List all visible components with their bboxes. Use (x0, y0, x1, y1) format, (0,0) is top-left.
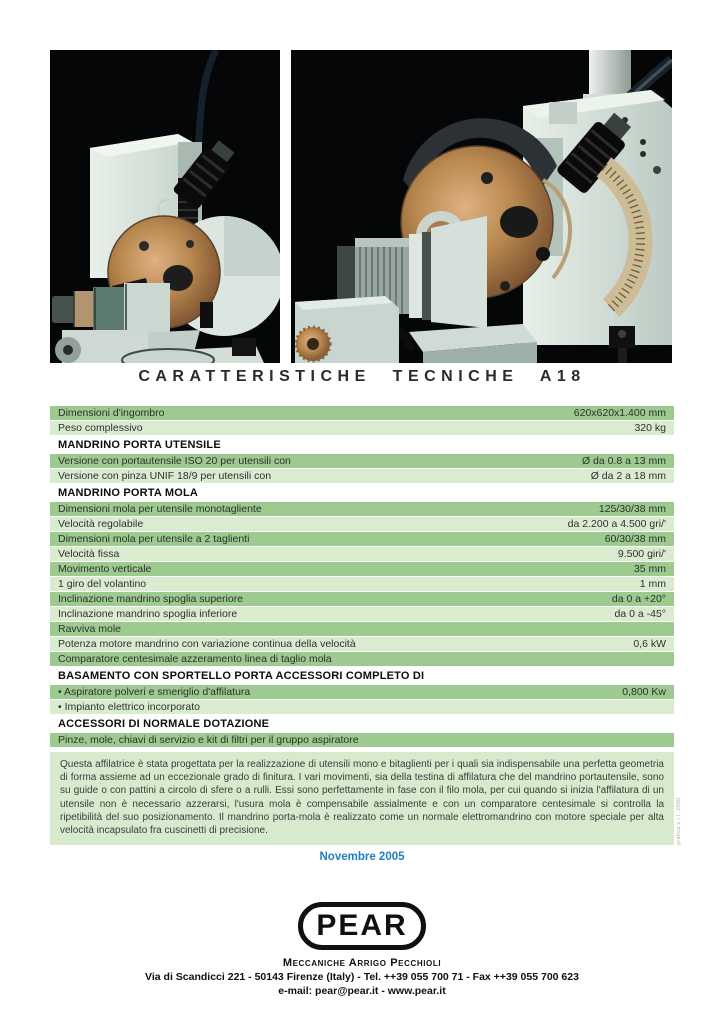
spec-row (50, 547, 674, 561)
print-credit: grafica s.r.l. 2000 (676, 797, 682, 845)
spec-value: 60/30/38 mm (604, 533, 666, 545)
spec-label: Velocità regolabile (58, 518, 144, 530)
spec-row (50, 469, 674, 483)
spec-row (50, 685, 674, 699)
spec-section-header: MANDRINO PORTA MOLA (58, 487, 199, 499)
spec-value: 1 mm (639, 578, 666, 590)
spec-label: Pinze, mole, chiavi di servizio e kit di filtri per il gruppo aspiratore (58, 734, 359, 746)
pear-logo-text: PEAR (316, 909, 408, 942)
grinding-machine-left-illustration (50, 50, 280, 363)
spec-row (50, 733, 674, 747)
spec-label: Potenza motore mandrino con variazione continua della velocità (58, 638, 356, 650)
spec-value: da 2.200 a 4.500 gri/' (567, 518, 666, 530)
spec-row (50, 562, 674, 576)
spec-row (50, 577, 674, 591)
photo-block (50, 50, 672, 363)
spec-label: Ravviva mole (58, 623, 122, 635)
spec-section-header: ACCESSORI DI NORMALE DOTAZIONE (58, 718, 270, 730)
spec-row (50, 607, 674, 621)
footer (0, 902, 724, 997)
spec-value: da 0 a +20° (611, 593, 666, 605)
spec-label: Comparatore centesimale azzeramento linea di taglio mola (58, 653, 332, 665)
spec-section-header: BASAMENTO CON SPORTELLO PORTA ACCESSORI COMPLETO DI (58, 670, 425, 682)
spec-value: 35 mm (633, 563, 666, 575)
spec-value: da 0 a -45° (614, 608, 666, 620)
spec-row (50, 622, 674, 636)
grinding-machine-right-illustration (291, 50, 672, 363)
spec-label: Movimento verticale (58, 563, 152, 575)
company-contact: e-mail: pear@pear.it - www.pear.it (278, 985, 446, 997)
machine-photo-right (291, 50, 672, 363)
spec-label: • Aspiratore polveri e smeriglio d'affilatura (58, 686, 251, 698)
spec-label: Peso complessivo (58, 422, 143, 434)
spec-label: Inclinazione mandrino spoglia superiore (58, 593, 244, 605)
spec-value: 0,800 Kw (622, 686, 666, 698)
spec-value: 620x620x1.400 mm (573, 407, 666, 419)
spec-value: Ø da 0.8 a 13 mm (581, 455, 666, 467)
spec-label: Velocità fissa (58, 548, 120, 560)
machine-photo-left (50, 50, 280, 363)
spec-label: Versione con portautensile ISO 20 per utensili con (58, 455, 291, 467)
issue-date: Novembre 2005 (319, 851, 405, 863)
page-title: CARATTERISTICHE TECNICHE A18 (138, 368, 586, 385)
spec-label: Versione con pinza UNIF 18/9 per utensili con (58, 470, 272, 482)
company-address: Via di Scandicci 221 - 50143 Firenze (Italy) - Tel. ++39 055 700 71 - Fax ++39 055 700 623 (145, 971, 579, 983)
spec-row (50, 637, 674, 651)
spec-label: • Impianto elettrico incorporato (58, 701, 200, 713)
spec-label: Dimensioni mola per utensile monotagliente (58, 503, 262, 515)
pear-logo (298, 902, 425, 950)
description-paragraph: Questa affilatrice è stata progettata per la realizzazione di utensili mono e bitaglienti per i quali sia indispensabile una perfetta geometria di forma assieme ad un eccezionale grado di finitura. I vari movimenti, sia della testina di affilatura che del mandrino portautensile, sono su guide o con pattini a circolo di sfere o a rulli. Essi sono perfettamente in fase con il filo mola, per cui quando si inizia l'affilatura di un utensile non è necessario azzerarsi, l'usura mola è compensabile assialmente e con un comparatore centesimale si controlla la ripetibilità del suo posizionamento. Il mandrino porta-mola è realizzato come un normale elettromandrino con motore speciale per alta velocità incapsulato fra cuscinetti di precisione. (50, 752, 674, 845)
company-name: Meccaniche Arrigo Pecchioli (282, 957, 442, 969)
spec-label: Inclinazione mandrino spoglia inferiore (58, 608, 238, 620)
spec-row (50, 700, 674, 714)
spec-label: 1 giro del volantino (58, 578, 147, 590)
spec-label: Dimensioni d'ingombro (58, 407, 165, 419)
spec-row (50, 652, 674, 666)
spec-value: 125/30/38 mm (598, 503, 666, 515)
spec-row (50, 406, 674, 420)
spec-row (50, 592, 674, 606)
spec-section-header: MANDRINO PORTA UTENSILE (58, 439, 221, 451)
spec-value: 320 kg (634, 422, 666, 434)
spec-value: Ø da 2 a 18 mm (590, 470, 666, 482)
spec-row (50, 502, 674, 516)
spec-value: 0,6 kW (633, 638, 666, 650)
spec-row (50, 421, 674, 435)
spec-row (50, 454, 674, 468)
spec-row (50, 517, 674, 531)
spec-label: Dimensioni mola per utensile a 2 taglienti (58, 533, 250, 545)
spec-row (50, 532, 674, 546)
spec-value: 9.500 giri/' (617, 548, 666, 560)
spec-table (50, 406, 674, 748)
